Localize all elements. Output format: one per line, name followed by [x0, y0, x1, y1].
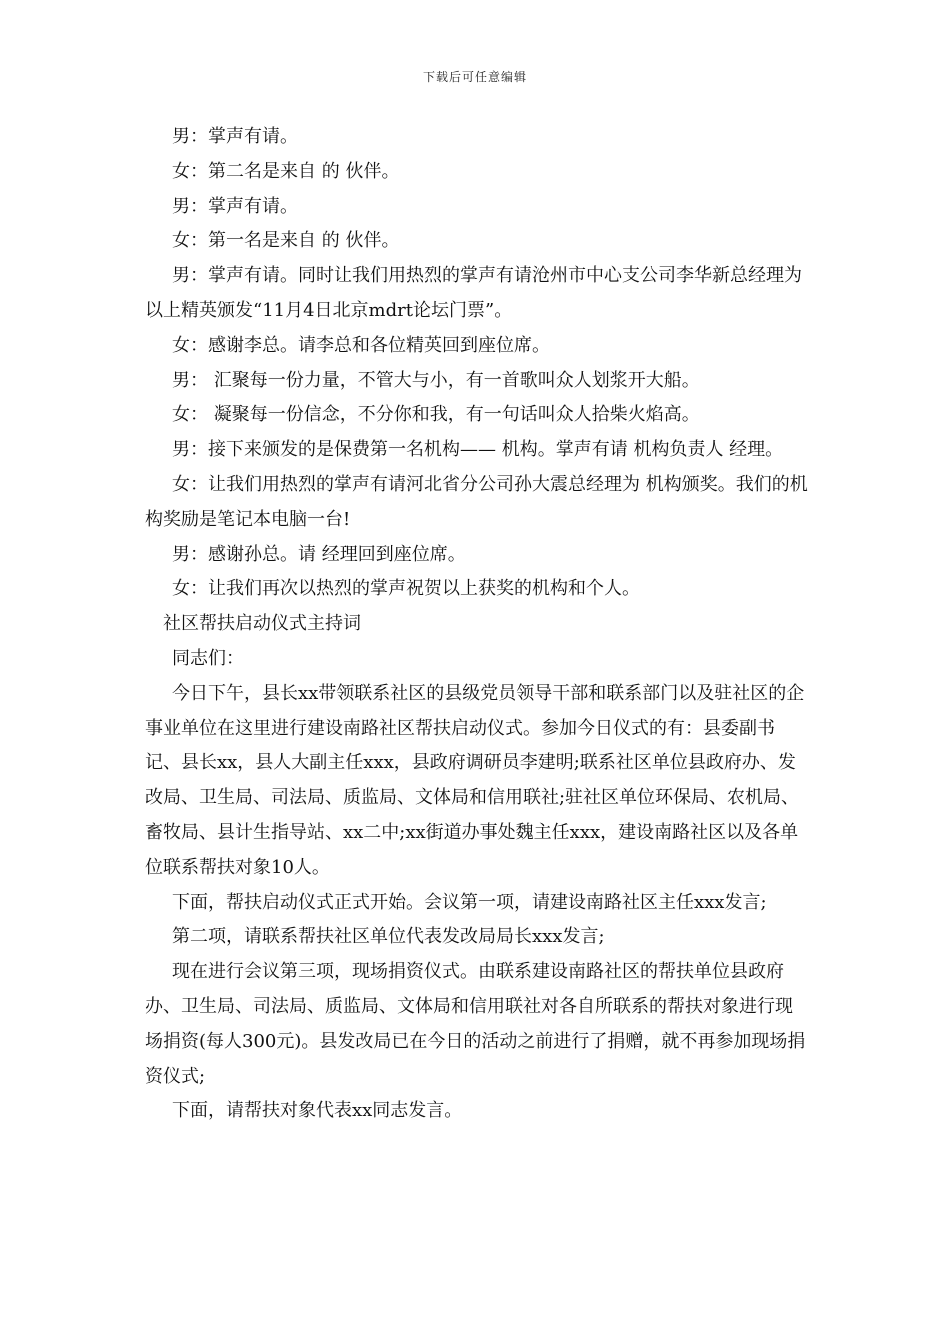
page-header: 下载后可任意编辑	[422, 70, 527, 84]
paragraph: 女：第二名是来自 的 伙伴。	[172, 160, 400, 182]
paragraph: 下面，帮扶启动仪式正式开始。会议第一项，请建设南路社区主任xxx发言;	[172, 891, 767, 913]
paragraph: 男：掌声有请。	[172, 195, 298, 217]
paragraph: 女： 凝聚每一份信念，不分你和我，有一句话叫众人拾柴火焰高。	[172, 404, 700, 426]
paragraph: 第二项，请联系帮扶社区单位代表发改局局长xxx发言;	[172, 926, 605, 948]
paragraph: 女：感谢李总。请李总和各位精英回到座位席。	[172, 334, 550, 356]
document-body	[145, 120, 810, 1129]
paragraph: 男：掌声有请。	[172, 126, 298, 147]
section-title: 社区帮扶启动仪式主持词	[163, 613, 361, 635]
paragraph: 女：第一名是来自 的 伙伴。	[172, 230, 400, 252]
paragraph: 男： 汇聚每一份力量，不管大与小，有一首歌叫众人划浆开大船。	[172, 369, 700, 391]
paragraph: 女：让我们用热烈的掌声有请河北省分公司孙大震总经理为 机构颁奖。我们的机构奖励是笔记本电脑一台!	[145, 473, 808, 530]
paragraph: 女：让我们再次以热烈的掌声祝贺以上获奖的机构和个人。	[172, 578, 640, 600]
paragraph: 男：接下来颁发的是保费第一名机构—— 机构。掌声有请 机构负责人 经理。	[172, 439, 784, 461]
paragraph: 今日下午，县长xx带领联系社区的县级党员领导干部和联系部门以及驻社区的企事业单位在这里进行建设南路社区帮扶启动仪式。参加今日仪式的有：县委副书记、县长xx，县人大副主任xxx，县政府调研员李建明;联系社区单位县政府办、发改局、卫生局、司法局、质监局、文体局和信用联社;驻社区单位环保局、农机局、畜牧局、县计生指导站、xx二中;xx街道办事处魏主任xxx，建设南路社区以及各单位联系帮扶对象10人。	[145, 682, 805, 878]
paragraph: 现在进行会议第三项，现场捐资仪式。由联系建设南路社区的帮扶单位县政府办、卫生局、司法局、质监局、文体局和信用联社对各自所联系的帮扶对象进行现场捐资(每人300元)。县发改局已在今日的活动之前进行了捐赠，就不再参加现场捐资仪式;	[145, 961, 806, 1087]
paragraph: 男：掌声有请。同时让我们用热烈的掌声有请沧州市中心支公司李华新总经理为以上精英颁发“11月4日北京mdrt论坛门票”。	[145, 265, 802, 321]
paragraph: 下面，请帮扶对象代表xx同志发言。	[172, 1100, 463, 1122]
salutation: 同志们：	[172, 647, 244, 669]
paragraph: 男：感谢孙总。请 经理回到座位席。	[172, 543, 466, 565]
